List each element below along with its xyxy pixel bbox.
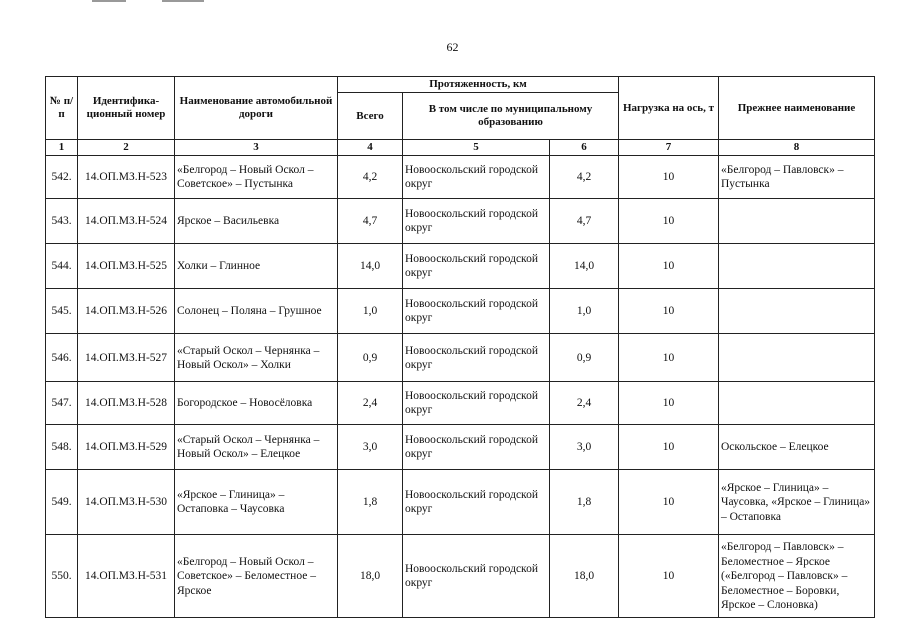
row-total: 2,4 xyxy=(338,382,403,425)
row-prev-name xyxy=(719,199,875,244)
row-name: Ярское – Васильевка xyxy=(175,199,338,244)
header-prev-name: Прежнее наименование xyxy=(719,77,875,140)
row-id: 14.ОП.МЗ.Н-525 xyxy=(78,244,175,289)
table-row xyxy=(46,334,875,382)
header-including: В том числе по муниципальному образованию xyxy=(403,93,619,140)
row-prev-name: Оскольское – Елецкое xyxy=(719,425,875,470)
row-municipality: Новооскольский городской округ xyxy=(403,244,550,289)
column-number: 8 xyxy=(719,140,875,156)
row-load: 10 xyxy=(619,535,719,618)
row-mun-length: 2,4 xyxy=(550,382,619,425)
row-id: 14.ОП.МЗ.Н-527 xyxy=(78,334,175,382)
table-row xyxy=(46,244,875,289)
row-num: 543. xyxy=(46,199,78,244)
table-row xyxy=(46,156,875,199)
column-number: 5 xyxy=(403,140,550,156)
row-prev-name xyxy=(719,382,875,425)
row-mun-length: 1,0 xyxy=(550,289,619,334)
row-total: 14,0 xyxy=(338,244,403,289)
row-load: 10 xyxy=(619,382,719,425)
column-number: 4 xyxy=(338,140,403,156)
row-prev-name: «Ярское – Глиница» – Чаусовка, «Ярское – Глиница» – Остаповка xyxy=(719,470,875,535)
row-mun-length: 3,0 xyxy=(550,425,619,470)
row-id: 14.ОП.МЗ.Н-530 xyxy=(78,470,175,535)
row-num: 542. xyxy=(46,156,78,199)
row-municipality: Новооскольский городской округ xyxy=(403,425,550,470)
row-prev-name xyxy=(719,334,875,382)
row-municipality: Новооскольский городской округ xyxy=(403,470,550,535)
header-num: № п/п xyxy=(46,77,78,140)
header-length-group: Протяженность, км xyxy=(338,77,619,93)
row-total: 0,9 xyxy=(338,334,403,382)
row-num: 545. xyxy=(46,289,78,334)
header-row xyxy=(46,77,875,93)
row-municipality: Новооскольский городской округ xyxy=(403,156,550,199)
row-municipality: Новооскольский городской округ xyxy=(403,334,550,382)
row-mun-length: 0,9 xyxy=(550,334,619,382)
column-number: 1 xyxy=(46,140,78,156)
row-prev-name: «Белгород – Павловск» – Пустынка xyxy=(719,156,875,199)
row-total: 3,0 xyxy=(338,425,403,470)
row-prev-name xyxy=(719,289,875,334)
column-number: 2 xyxy=(78,140,175,156)
row-load: 10 xyxy=(619,156,719,199)
row-id: 14.ОП.МЗ.Н-528 xyxy=(78,382,175,425)
row-total: 1,0 xyxy=(338,289,403,334)
row-municipality: Новооскольский городской округ xyxy=(403,382,550,425)
row-mun-length: 18,0 xyxy=(550,535,619,618)
row-municipality: Новооскольский городской округ xyxy=(403,535,550,618)
column-number: 6 xyxy=(550,140,619,156)
header-id: Идентифика-ционный номер xyxy=(78,77,175,140)
table-row xyxy=(46,535,875,618)
row-name: «Старый Оскол – Чернянка – Новый Оскол» – Елецкое xyxy=(175,425,338,470)
row-num: 549. xyxy=(46,470,78,535)
row-name: «Ярское – Глиница» – Остаповка – Чаусовка xyxy=(175,470,338,535)
row-total: 1,8 xyxy=(338,470,403,535)
row-name: «Белгород – Новый Оскол – Советское» – Беломестное – Ярское xyxy=(175,535,338,618)
row-prev-name xyxy=(719,244,875,289)
row-num: 547. xyxy=(46,382,78,425)
row-total: 4,2 xyxy=(338,156,403,199)
header-load: Нагрузка на ось, т xyxy=(619,77,719,140)
row-num: 548. xyxy=(46,425,78,470)
roads-table xyxy=(45,76,875,618)
row-num: 546. xyxy=(46,334,78,382)
column-number-row xyxy=(46,140,875,156)
page-number: 62 xyxy=(446,40,459,54)
row-name: «Белгород – Новый Оскол – Советское» – Пустынка xyxy=(175,156,338,199)
row-load: 10 xyxy=(619,289,719,334)
row-name: Богородское – Новосёловка xyxy=(175,382,338,425)
row-municipality: Новооскольский городской округ xyxy=(403,199,550,244)
row-load: 10 xyxy=(619,425,719,470)
row-load: 10 xyxy=(619,334,719,382)
table-row xyxy=(46,470,875,535)
row-id: 14.ОП.МЗ.Н-529 xyxy=(78,425,175,470)
row-mun-length: 1,8 xyxy=(550,470,619,535)
header-total: Всего xyxy=(338,93,403,140)
row-name: Солонец – Поляна – Грушное xyxy=(175,289,338,334)
row-load: 10 xyxy=(619,199,719,244)
row-name: «Старый Оскол – Чернянка – Новый Оскол» – Холки xyxy=(175,334,338,382)
row-mun-length: 4,2 xyxy=(550,156,619,199)
row-mun-length: 4,7 xyxy=(550,199,619,244)
column-number: 3 xyxy=(175,140,338,156)
row-id: 14.ОП.МЗ.Н-524 xyxy=(78,199,175,244)
table-row xyxy=(46,289,875,334)
row-load: 10 xyxy=(619,470,719,535)
table-row xyxy=(46,382,875,425)
row-mun-length: 14,0 xyxy=(550,244,619,289)
row-total: 18,0 xyxy=(338,535,403,618)
table-row xyxy=(46,199,875,244)
column-number: 7 xyxy=(619,140,719,156)
row-name: Холки – Глинное xyxy=(175,244,338,289)
row-id: 14.ОП.МЗ.Н-523 xyxy=(78,156,175,199)
row-municipality: Новооскольский городской округ xyxy=(403,289,550,334)
row-num: 544. xyxy=(46,244,78,289)
row-total: 4,7 xyxy=(338,199,403,244)
table-row xyxy=(46,425,875,470)
row-id: 14.ОП.МЗ.Н-531 xyxy=(78,535,175,618)
header-name: Наименование автомобильной дороги xyxy=(175,77,338,140)
row-id: 14.ОП.МЗ.Н-526 xyxy=(78,289,175,334)
row-prev-name: «Белгород – Павловск» – Беломестное – Ярское («Белгород – Павловск» – Беломестное – Боровки, Ярское – Слоновка) xyxy=(719,535,875,618)
row-load: 10 xyxy=(619,244,719,289)
row-num: 550. xyxy=(46,535,78,618)
